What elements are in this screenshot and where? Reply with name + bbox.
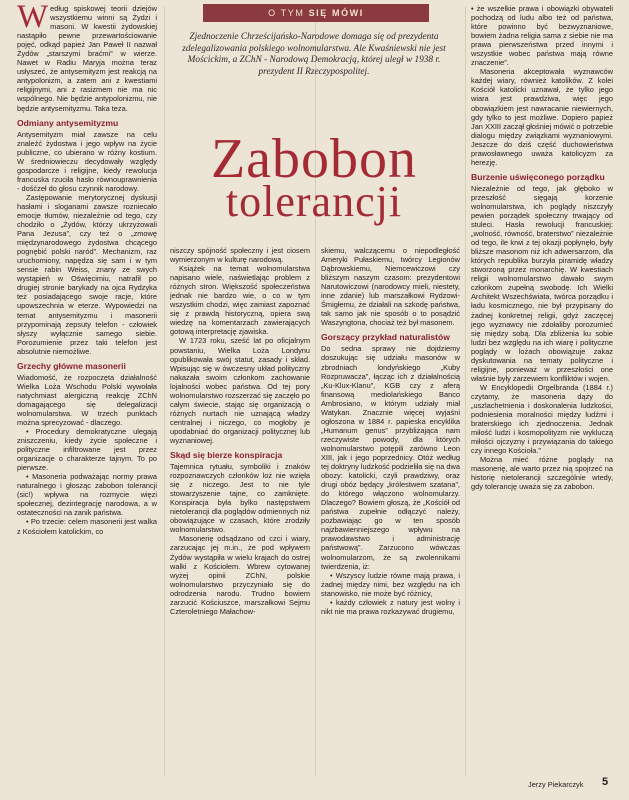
subheading: Burzenie uświęconego porządku bbox=[471, 171, 605, 182]
paragraph: skiemu, walczącemu o niepodległość Ameryki Pułaskiemu, twórcy Legionów Dąbrowskiemu, Niemcewiczowi czy bliższym naszym czasom: prezydentowi Narutowiczowi (narodowcy mieli, niestety, inne zdanie) lub marszałkowi Rydzowi-Śmigłemu, że działali na szkodę państwa, tak samo jak nie sposób o to posądzić Waszyngtona, chociaż też był masonem. bbox=[321, 246, 460, 328]
paragraph: • że wszelkie prawa i obowiązki obywateli pochodzą od ludu albo też od państwa, które powinno być bezwyznaniowe, bowiem żadna religia sama z siebie nie ma prawa pierwszeństwa przed innymi i wszystkie wobec państwa mają równe znaczenie”. bbox=[471, 4, 613, 68]
paragraph: Można mieć różne poglądy na masonerię, ale warto przez nią spojrzeć na historię nietolerancji szczególnie wtedy, gdy tolerancję uważa się za zabobon. bbox=[471, 455, 613, 492]
page-number: 5 bbox=[602, 776, 609, 788]
banner-text: O TYM bbox=[268, 8, 305, 18]
paragraph: Tajemnica rytuału, symboliki i znaków rozpoznawczych członków loż nie wzięła się z niczego. Jest to nie tyle stowarzyszenie tajne, co zamknięte. Konspiracja była bylko następstwem nietolerancji dla poglądów odmiennych niż obowiązujące w czasach, które zrodziły wolnomularstwo. bbox=[170, 462, 310, 535]
paragraph: • Po trzecie: celem masonerii jest walka z Kościołem katolickim, co bbox=[17, 517, 157, 536]
paragraph: Zastępowanie merytorycznej dyskusji hasłami i sloganami zawsze rozniecało emocje tłumów, niezależnie od tego, czy chodziło o „Żydów, którzy ukrzyżowali Pana Jezusa”, czy też o „zmowę międzynarodowego żydostwa chcącego pognębić polski naród”. Mechanizm, raz uruchomiony, napędza się sam i w tym sensie rabin Weiss, znany ze swych wystąpień w Oświęcimiu, natrafił po drugiej stronie barykady na ojca Rydzyka też posiadającego swoje racje, które upowszechnia w eterze. Wypowiedzi na temat antysemityzmu i masonerii przypominają zepsuty telefon - człowiek słyszy wyłącznie samego siebie. Porozumienie przez taki telefon jest absolutnie niemożliwe. bbox=[17, 192, 157, 356]
subheading: Grzechy główne masonerii bbox=[17, 360, 126, 371]
paragraph: Książek na temat wolnomularstwa napisano wiele, naświetlając problem z różnych stron. Większość społeczeństwa jednak nie bardzo wie, o co w tym wszystkim chodzi, więc zamiast zapoznać się z prawdą historyczną, opiera swą wiedzę na komentarzach zawierających gotową interpretację zjawiska. bbox=[170, 264, 310, 337]
column-2 bbox=[170, 246, 310, 616]
column-divider bbox=[465, 6, 466, 776]
section-banner bbox=[203, 4, 429, 22]
paragraph: • Procedury demokratyczne ulegają zniszczeniu, kiedy życie społeczne i polityczne infiltrowane jest przez organizacje o charakterze tajnym. To po pierwsze. bbox=[17, 427, 157, 473]
paragraph: • Wszyscy ludzie równe mają prawa, i żadnej między nimi, bez względu na ich stanowisko, nie może być różnicy, bbox=[321, 570, 460, 598]
paragraph: • Masoneria podważając normy prawa naturalnego i głosząc zabobon tolerancji (sic!) wpływa na rozmycie więzi społecznej, dezintegrację narodowa, a w ostateczności na zanik państwa. bbox=[17, 472, 157, 518]
paragraph bbox=[17, 0, 157, 113]
drop-cap: W bbox=[17, 0, 49, 35]
paragraph: Masoneria akceptowała wyznawców każdej wiary, również katolików. Z kolei Kościół katolicki uznawał, że tylko jego wiara jest prawdziwa, więc jego obowiązkiem jest nawracanie niewiernych, gdy tylko to jest możliwe. Dopiero papież Jan XXIII zaczął głośniej mówić o potrzebie dialogu między związkami wyznaniowymi. Jeszcze do dziś część duchowieństwa prawosławnego uważa katolicyzm za herezję. bbox=[471, 67, 613, 167]
paragraph: Masonerię odsądzano od czci i wiary, zarzucając jej m.in., że pod wpływem Żydów wystąpiła w wielu krajach do ostrej walki z Kościołem. Wbrew cytowanej wyżej opinii ZChN, polskie wolnomularstwo przyczyniało się do odrodzenia narodu. Trudno bowiem zarzucić Kościuszce, marszałkowi Sejmu Czteroletniego Małachow- bbox=[170, 534, 310, 616]
paragraph: W Encyklopedii Orgelbranda (1884 r.) czytamy, że masoneria dąży do „uszlachetnienia i doskonalenia ludzkości, podniesienia moralności między ludźmi i braterskiego ich zjednoczenia. Jednak miłość ludzi i kosmopolityzm nie wykluczą miłości ojczyzny i przywiązania do takiego czy innego Kościoła.” bbox=[471, 382, 613, 456]
paragraph: niszczy spójność społeczny i jest ciosem wymierzonym w kulturę narodową. bbox=[170, 246, 310, 265]
paragraph-text: edług spiskowej teorii dziejów wszystkiemu winni są Żydzi i masoni. W kwestii żydowskiej nastąpiło pewne przewartościowanie pojęć, odkąd papież Jan Paweł II nazwał Żydów „starszymi braćmi” w wierze. Nawet w Radiu Maryja można teraz usłyszeć, że antysemityzm jest reakcją na antypolonizm, a zatem ani z kwestiami religijnymi, ani z rasizmem nie ma nic wspólnego. Nie będzie antypolonizmu, nie będzie antysemityzmu. Taka teza. bbox=[17, 4, 157, 113]
paragraph: Niezależnie od tego, jak głęboko w przeszłość sięgają korzenie wolnomularstwa, ich poglądy niszczyły pewien porządek społeczny trwający od stuleci. Hasła rewolucji francuskiej: „wolność, równość, braterstwo” niezależnie od tego, ile krwi z tej okazji popłynęło, były bliższe masonom niż ich adwersarzom, dla których republika burzyła piramidę władzy stworzoną przez monarchię. W kwestiach religii wolnomularstwo dawało swym członkom zupełną swobodę. Ich Wielki Architekt Wszechświata, twórca porządku i ładu kosmicznego, nie był przypisany do żadnej konkretnej religii, gdyż zaczęcej jego wyznawcy nie zdołaliby porozumieć się między sobą. Dla zbliżenia ku sobie ludzi bez względu na ich wiarę i polityczne poglądy w lożach obowiązuje zakaz dyskutowania na tematy polityczne i religijne, ponieważ w przeszłości one właśnie były zarzewiem konfliktów i wojen. bbox=[471, 183, 613, 383]
column-4 bbox=[471, 4, 613, 491]
article-title-line2: tolerancji bbox=[225, 177, 403, 226]
paragraph: • każdy człowiek z natury jest wolny i nikt nie ma prawa rozkazywać drugiemu, bbox=[321, 597, 460, 616]
paragraph: W 1723 roku, sześć lat po oficjalnym powstaniu, Wielka Loża Londynu opublikowała swój statut, zasady i skład. Wpisując się w ówczesny układ polityczny nakazała swoim członkom zachowanie lojalności wobec państwa. Od tej pory wolnomularstwo rozszerzać się zaczęło po całym świecie, stając się organizacją o różnych nurtach nie uznającą władzy centralnej i niczego, co mogłoby je upodabniać do organizacji politycznej lub wyznaniowej. bbox=[170, 336, 310, 445]
subheading: Odmiany antysemityzmu bbox=[17, 117, 119, 128]
column-1 bbox=[17, 0, 157, 536]
subheading: Skąd się bierze konspiracja bbox=[170, 450, 283, 461]
column-divider bbox=[164, 6, 165, 776]
column-divider bbox=[315, 6, 316, 776]
author-byline: Jerzy Piekarczyk bbox=[528, 780, 584, 789]
banner-bold-text: SIĘ MÓWI bbox=[308, 8, 364, 18]
paragraph: Antysemityzm miał zawsze na celu znaleźć żydostwa i jego wpływ na życie publiczne, co ubierano w różny kostium. W średniowieczu decydowały względy gospodarcze i religijne, kiedy rewolucja francuska rzuciła hasło równouprawnienia - dośćzeł do głosu czynnik narodowy. bbox=[17, 129, 157, 193]
column-3 bbox=[321, 246, 460, 616]
article-title-line1: Zabobon bbox=[210, 128, 418, 190]
article-lead: Zjednoczenie Chrześcijańsko-Narodowe domaga się od prezydenta zdelegalizowania polskiego wolnomularstwa. Ale Kwaśniewski nie jest Mościckim, a ZChN - Narodową Demokracją, której uległ w 1938 r. prezydent II Rzeczypospolitej. bbox=[182, 32, 446, 77]
subheading: Gorszący przykład naturalistów bbox=[321, 332, 450, 343]
paragraph: Wiadomość, że rozpoczęta działalność Wielka Loża Wschodu Polski wywołała natychmiast alergiczną reakcję ZChN domagającego się delegalizacji wolnomularstwa. W trzech punktach można sprecyzować - dlaczego. bbox=[17, 372, 157, 427]
paragraph: Do sedna sprawy nie dojdziemy doszukując się udziału masonów w zbrodniach londyńskiego „Kuby Rozpruwacza”, łącząc ich z działalnością „Ku-Klux-Klanu”, KGB czy z aferą finansową mediolańskiego Banco Ambrosiano, w którym udziały miał Watykan. Znacznie więcej wyjaśni ogłoszona w 1884 r. papieska encyklika „Humanum genus” przybliżająca nam rzeczywiste powody, dla których wolnomularstwo potępili zarówno Leon XIII, jak i jego poprzednicy. Otóż według tej doktryny ludzkość podzieliła się na dwa obozy: katolicki, czyli prawdziwy, oraz drugi obóz będący „królestwem szatana”, do którego włączono wolnomularzy. Dlaczego? Bowiem głoszą, że „Kościół od państwa zupełnie odłączyć należy, pozbawiając go w ten sposób najzbawienniejszego wpływu na prawodawstwo i administrację państwową”. Zarzucono wówczas wolnomularzom, że są zwolennikami twierdzenia, iż: bbox=[321, 344, 460, 571]
